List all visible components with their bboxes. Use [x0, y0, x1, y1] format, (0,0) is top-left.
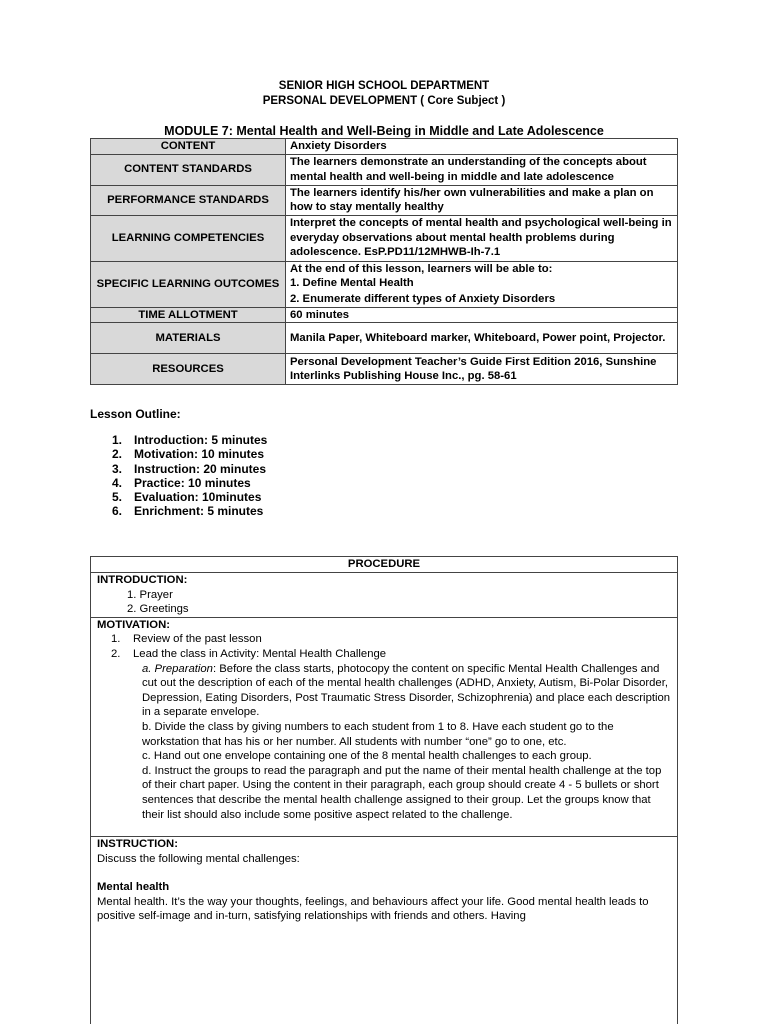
row-label: RESOURCES [91, 354, 286, 385]
activity-step-b: b. Divide the class by giving numbers to each student from 1 to 8. Have each student go to the workstation that has his or her number. All students with number “one” go to one, etc. [142, 720, 614, 748]
row-value: Anxiety Disorders [286, 139, 678, 155]
list-item: 1. Review of the past lesson [111, 633, 262, 646]
row-value [286, 261, 678, 307]
activity-step-c: c. Hand out one envelope containing one of the 8 mental health challenges to each group. [142, 750, 592, 763]
list-item: 2. Lead the class in Activity: Mental Health Challenge [111, 647, 387, 660]
list-item: 5. Evaluation: 10minutes [112, 490, 262, 505]
row-label: LEARNING COMPETENCIES [91, 215, 286, 261]
introduction-section [91, 573, 677, 618]
instruction-intro: Discuss the following mental challenges: [97, 852, 300, 865]
instruction-section [91, 837, 677, 924]
table-row [91, 154, 678, 185]
module-title: MODULE 7: Mental Health and Well-Being in Middle and Late Adolescence [164, 124, 604, 138]
outcomes-intro: At the end of this lesson, learners will be able to: [290, 262, 553, 275]
lesson-info-table [90, 138, 678, 385]
row-value: Personal Development Teacher’s Guide First Edition 2016, Sunshine Interlinks Publishing House Inc., pg. 58-61 [286, 354, 678, 385]
table-row [91, 323, 678, 354]
list-item: 1. Introduction: 5 minutes [112, 433, 268, 447]
department-heading: SENIOR HIGH SCHOOL DEPARTMENT [278, 80, 490, 92]
table-row [91, 261, 678, 307]
activity-step-d: d. Instruct the groups to read the paragraph and put the name of their mental health challenge at the top of their chart paper. Using the content in their paragraph, each group should create 4 - 5 bullets or short sentences that describe the mental health challenge assigned to their group. Let the groups know that their list should also include some positive aspect related to the challenge. [142, 764, 662, 821]
list-item: 6. Enrichment: 5 minutes [112, 504, 264, 519]
table-row [91, 185, 678, 215]
section-title: INTRODUCTION: [97, 574, 188, 586]
motivation-section [91, 618, 677, 837]
row-label: TIME ALLOTMENT [91, 307, 286, 323]
row-value: The learners identify his/her own vulnerabilities and make a plan on how to stay mentally healthy [286, 185, 678, 215]
row-value: Interpret the concepts of mental health and psychological well-being in everyday observations about mental health problems during adolescence. EsP.PD11/12MHWB-Ih-7.1 [286, 215, 678, 261]
list-item: 4. Practice: 10 minutes [112, 475, 251, 490]
activity-step-a: a. Preparation: Before the class starts, photocopy the content on specific Mental Health Challenges and cut out the description of each of the mental health challenges (ADHD, Anxiety, Autism, Bi-Polar Disorder, Depression, Eating Disorders, Post Traumatic Stress Disorder, Schizophrenia) and place each description in a separate envelope. [142, 662, 671, 719]
list-item: 3. Instruction: 20 minutes [112, 461, 267, 476]
row-label: CONTENT [91, 139, 286, 155]
table-row [91, 354, 678, 385]
procedure-header: PROCEDURE [91, 557, 677, 573]
row-label: MATERIALS [91, 323, 286, 354]
row-value: Manila Paper, Whiteboard marker, Whiteboard, Power point, Projector. [286, 323, 678, 354]
table-row [91, 215, 678, 261]
outcome-item: 1. Define Mental Health [290, 277, 414, 290]
lesson-outline-list [112, 433, 267, 519]
row-value: The learners demonstrate an understanding of the concepts about mental health and well-being in middle and late adolescence [286, 154, 678, 185]
row-label: SPECIFIC LEARNING OUTCOMES [91, 261, 286, 307]
subheading: Mental health [97, 881, 170, 894]
list-item: 2. Motivation: 10 minutes [112, 447, 265, 462]
procedure-table [90, 556, 678, 1024]
paragraph: Mental health. It’s the way your thoughts, feelings, and behaviours affect your life. Good mental health leads to positive self-image and in-turn, satisfying relationships with friends and others. Having [97, 895, 649, 923]
section-title: MOTIVATION: [97, 618, 170, 631]
row-label: CONTENT STANDARDS [91, 154, 286, 185]
section-title: INSTRUCTION: [97, 838, 178, 851]
outcome-item: 2. Enumerate different types of Anxiety Disorders [290, 292, 556, 305]
row-value: 60 minutes [286, 307, 678, 323]
table-row [91, 307, 678, 323]
row-label: PERFORMANCE STANDARDS [91, 185, 286, 215]
table-row [91, 139, 678, 155]
subject-heading: PERSONAL DEVELOPMENT ( Core Subject ) [262, 95, 506, 107]
list-item: 1. Prayer [127, 588, 173, 601]
lesson-outline-title: Lesson Outline: [90, 407, 181, 421]
list-item: 2. Greetings [127, 603, 189, 616]
